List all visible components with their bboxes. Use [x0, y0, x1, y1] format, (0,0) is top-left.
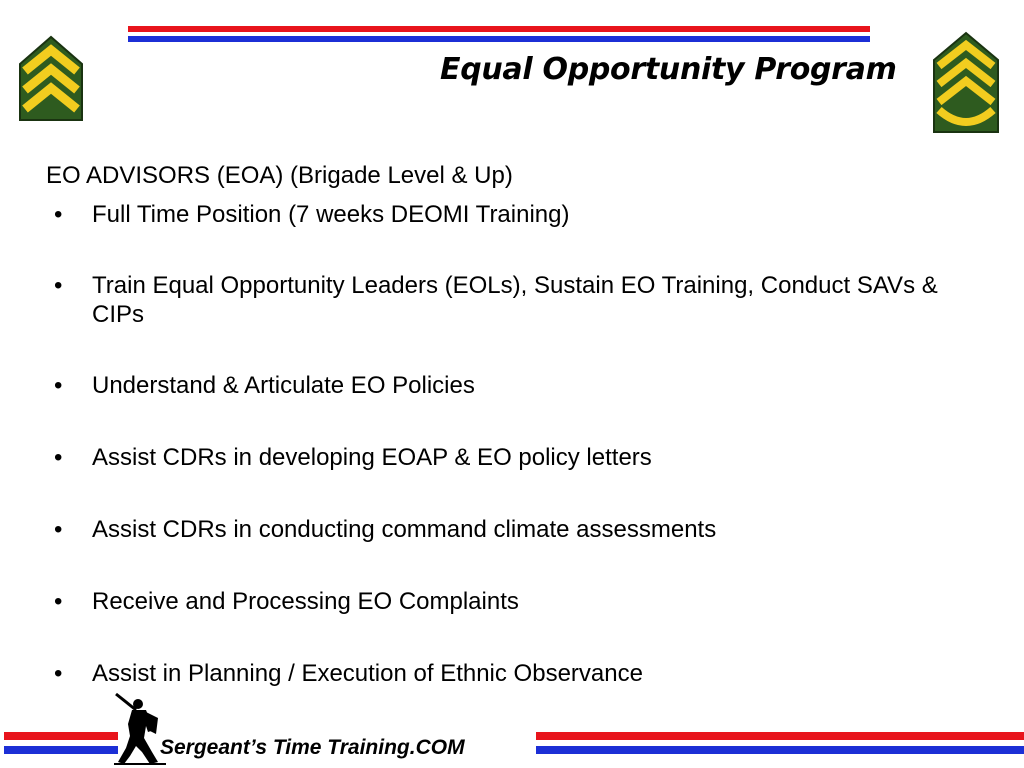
bottom-right-stripe-banner — [536, 732, 1024, 758]
bullet-glyph: • — [54, 588, 63, 615]
bullet-glyph: • — [54, 660, 63, 687]
bullet-text: Assist CDRs in conducting command climate assessments — [92, 516, 717, 543]
bullet-text: Assist CDRs in developing EOAP & EO policy letters — [92, 444, 652, 471]
bullet-glyph: • — [54, 201, 63, 228]
bullet-text: Understand & Articulate EO Policies — [92, 372, 475, 399]
bullet-text: Assist in Planning / Execution of Ethnic Observance — [92, 660, 643, 687]
footer-brand-text: Sergeant’s Time Training.COM — [160, 736, 465, 759]
top-stripe-banner — [128, 26, 870, 44]
bullet-text: Full Time Position (7 weeks DEOMI Training) — [92, 201, 570, 228]
bullet-glyph: • — [54, 372, 63, 399]
section-heading: EO ADVISORS (EOA) (Brigade Level & Up) — [46, 162, 513, 189]
slide-title: Equal Opportunity Program — [440, 52, 897, 87]
bullet-text: Train Equal Opportunity Leaders (EOLs), Sustain EO Training, Conduct SAVs & CIPs — [92, 272, 938, 328]
bottom-blue-stripe — [536, 746, 1024, 754]
bullet-glyph: • — [54, 272, 63, 299]
bottom-red-stripe — [4, 732, 118, 740]
bullet-glyph: • — [54, 516, 63, 543]
bottom-red-stripe — [536, 732, 1024, 740]
staff-sergeant-chevron-icon — [930, 30, 1002, 138]
bullet-text: Receive and Processing EO Complaints — [92, 588, 519, 615]
bottom-left-stripe-banner — [4, 732, 118, 758]
bullet-glyph: • — [54, 444, 63, 471]
bottom-blue-stripe — [4, 746, 118, 754]
sergeant-chevron-icon — [16, 34, 86, 126]
top-blue-stripe — [128, 36, 870, 42]
